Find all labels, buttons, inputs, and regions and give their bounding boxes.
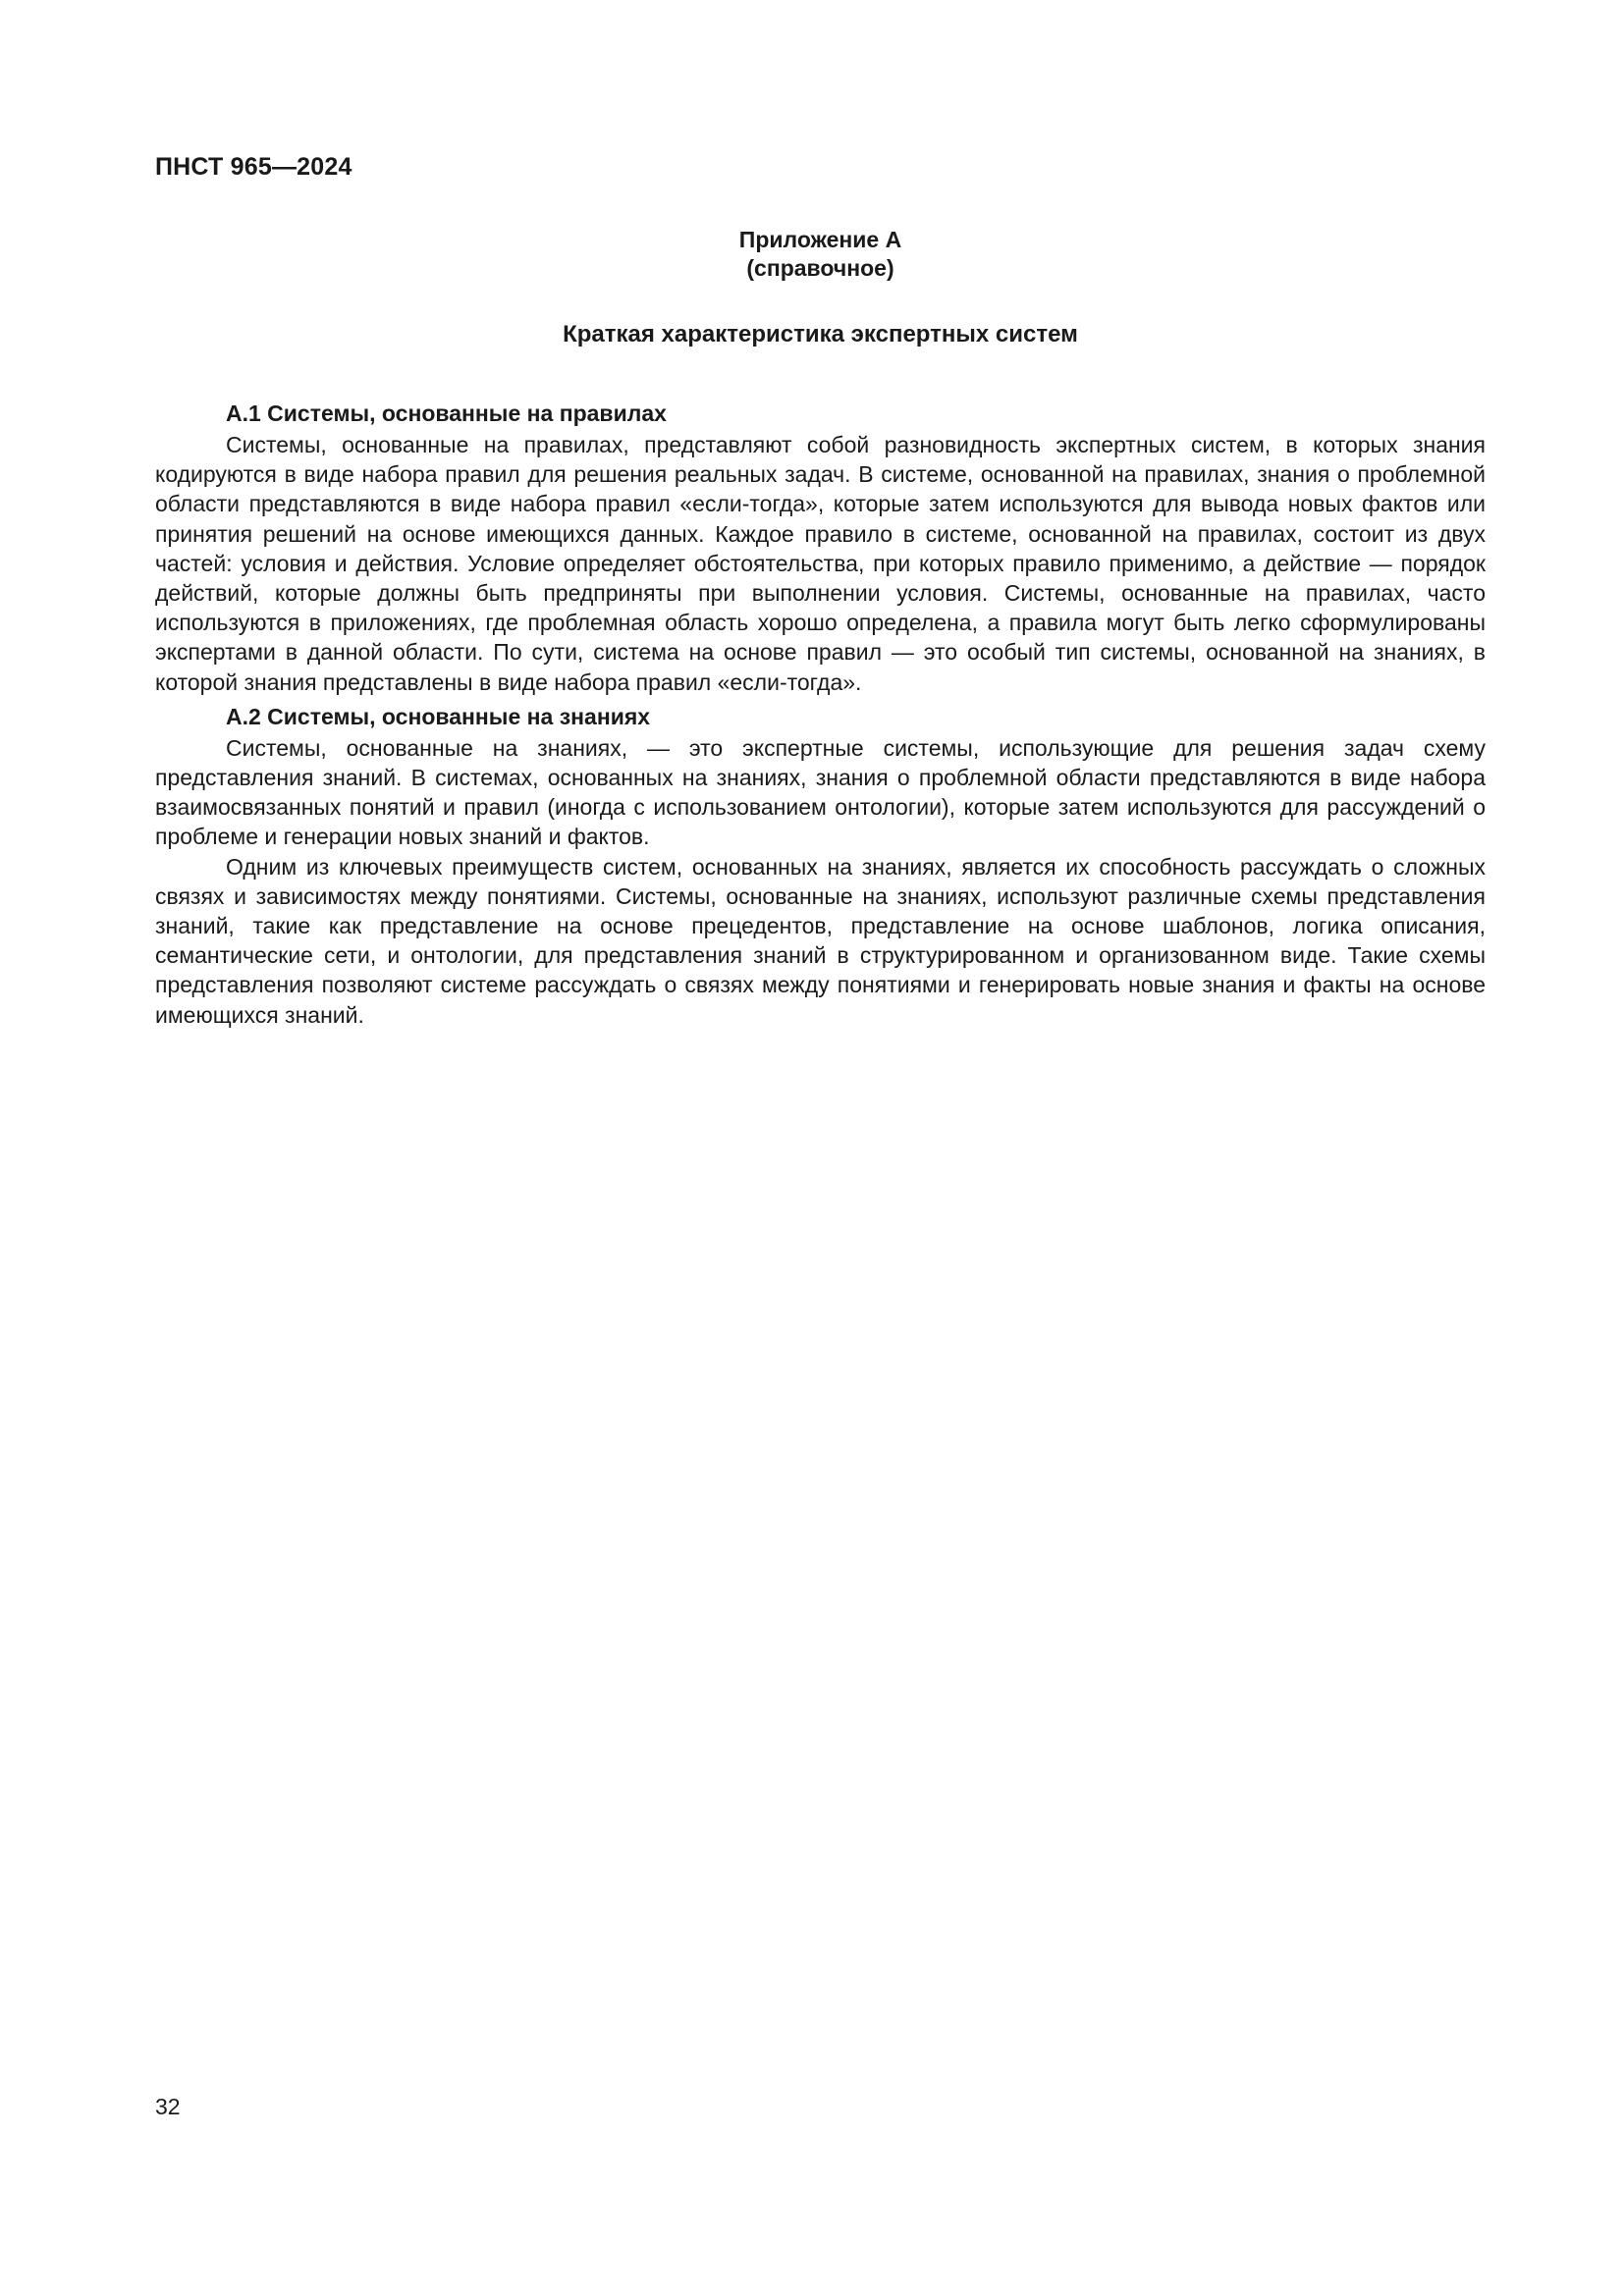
section-paragraph: Системы, основанные на правилах, представляют собой разновидность экспертных систем, в которых знания кодируются в виде набора правил для решения реальных задач. В системе, основанной на правилах, знания о проблемной области представляются в виде набора правил «если-тогда», которые затем используются для вывода новых фактов или принятия решений на основе имеющихся данных. Каждое правило в системе, основанной на правилах, состоит из двух частей: условия и действия. Условие определяет обстоятельства, при которых правило применимо, а действие — порядок действий, которые должны быть предприняты при выполнении условия. Системы, основанные на правилах, часто используются в приложениях, где проблемная область хорошо определена, а правила могут быть легко сформулированы экспертами в данной области. По сути, система на основе правил — это особый тип системы, основанной на знаниях, в которой знания представлены в виде набора правил «если-тогда».: [155, 432, 1486, 695]
appendix-title: Краткая характеристика экспертных систем: [563, 321, 1078, 347]
section-a1: [155, 398, 1486, 697]
section-heading: А.1 Системы, основанные на правилах: [226, 400, 667, 426]
appendix-label-block: [155, 226, 1486, 283]
appendix-label: Приложение А: [738, 227, 902, 252]
page-number: 32: [155, 2094, 181, 2119]
section-heading: А.2 Системы, основанные на знаниях: [226, 703, 651, 729]
section-paragraph: Одним из ключевых преимуществ систем, основанных на знаниях, является их способность рассуждать о сложных связях и зависимостях между понятиями. Системы, основанные на знаниях, используют различные схемы представления знаний, такие как представление на основе прецедентов, представление на основе шаблонов, логика описания, семантические сети, и онтологии, для представления знаний в структурированном и организованном виде. Такие схемы представления позволяют системе рассуждать о связях между понятиями и генерировать новые знания и факты на основе имеющихся знаний.: [155, 853, 1486, 1028]
document-code-header: ПНСТ 965—2024: [155, 153, 352, 181]
appendix-type: (справочное): [746, 255, 894, 281]
section-a2: [155, 701, 1486, 1030]
section-paragraph: Системы, основанные на знаниях, — это экспертные системы, использующие для решения задач схему представления знаний. В системах, основанных на знаниях, знания о проблемной области представляются в виде набора взаимосвязанных понятий и правил (иногда с использованием онтологии), которые затем используются для рассуждений о проблеме и генерации новых знаний и фактов.: [155, 734, 1486, 850]
document-body: [155, 398, 1486, 1030]
